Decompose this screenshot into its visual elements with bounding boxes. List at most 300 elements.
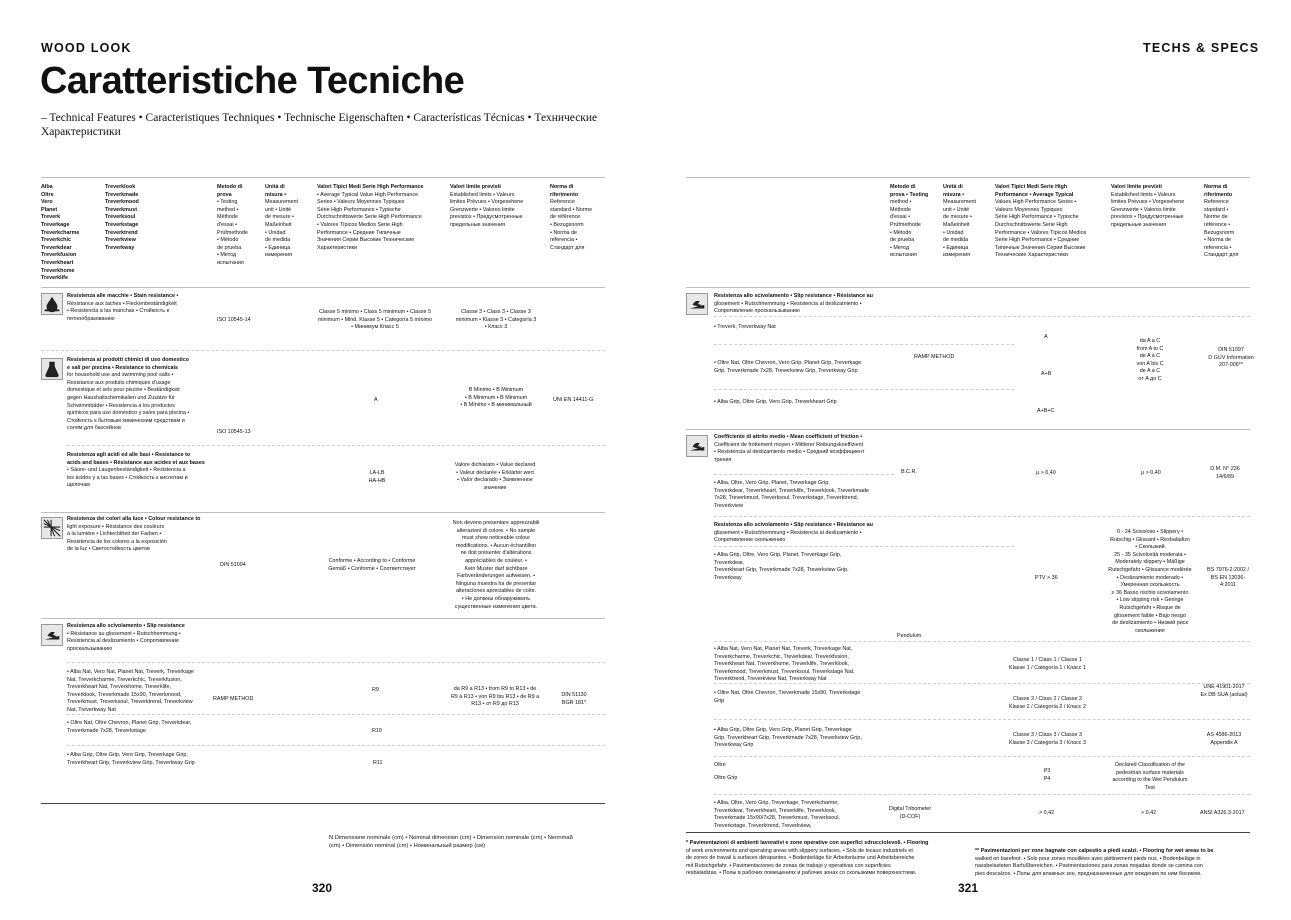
dcof-list: [714, 800, 840, 830]
row-line: according to the Wet Pendulum: [1112, 777, 1188, 784]
right-slip-title: [714, 293, 873, 316]
row-line: Treverklook, Treverkmade 15x90, Treverkmood,: [67, 691, 182, 698]
row-line: de A a C: [1139, 368, 1161, 375]
header-unit: [265, 184, 298, 260]
row-line: Coefficiente di attrito medio • Mean coefficient of friction •: [714, 434, 863, 440]
left-kicker: WOOD LOOK: [41, 41, 132, 55]
row-line: à la lumière • Lichtechtheit der Farben •: [67, 531, 162, 538]
row-line: von A bis C: [1136, 360, 1164, 367]
row-line: • B Minimum • B Minimum: [464, 394, 528, 401]
slip-value-r10: R10: [372, 728, 382, 734]
header-line: Reference: [550, 199, 575, 206]
row-line: Resistenza allo scivolamento • Slip resistance • Résistance au: [714, 522, 873, 528]
ptv-norm: [1198, 567, 1258, 590]
family-item: Planet: [41, 206, 58, 213]
header-line: Grenzwerte • Valores limite: [450, 206, 515, 213]
slip-method: RAMP METHOD: [213, 696, 254, 702]
row-line: 4:2011: [1219, 582, 1237, 589]
family-item: Treverkmust: [105, 206, 138, 213]
family-item: Treverkway: [105, 244, 135, 251]
header-typical: [317, 184, 424, 252]
page-title: Caratteristiche Tecniche: [40, 60, 465, 102]
header-line: Durchschnittswerte Serie High Performance: [317, 214, 422, 221]
header-line: Valori limite previsti: [450, 184, 501, 190]
header-line: Grenzwerte • Valores limite: [1111, 206, 1176, 213]
header-line: référence •: [1204, 221, 1231, 228]
row-line: D.M. N° 236: [1210, 466, 1240, 472]
header-line: prova • Testing: [890, 191, 929, 198]
header-line: Prüfmethode: [217, 229, 248, 236]
right-slip-value-a: A: [1044, 334, 1048, 340]
header-line: • Unidad: [265, 229, 286, 236]
page-number-left: 320: [312, 881, 333, 895]
header-line: misura •: [265, 191, 287, 198]
family-item: Treverktrend: [105, 229, 138, 236]
dcof-limits: > 0,42: [1141, 810, 1157, 816]
header-line: d'essai •: [890, 214, 910, 221]
right-slip-row-2: [714, 360, 861, 375]
row-line: de la luz • Светостойкость цветов: [67, 546, 150, 553]
chemical-icon: [41, 358, 63, 380]
wet-row-oltre: Oltre: [714, 762, 726, 768]
header-line: unit • Unité: [265, 206, 292, 213]
row-line: Treverkstage, Treverktrend, Treverkview,: [714, 822, 812, 829]
header-line: Serie High Performance • Средние: [995, 237, 1080, 244]
pendulum-row-3-norm: [1196, 732, 1252, 747]
row-line: glissement faible • Bajo riesgo: [1113, 612, 1186, 619]
family-item: Treverkmade: [105, 191, 139, 198]
row-line: Coefficient de frottement moyen • Mittlerer Reibungskoeffizient: [714, 441, 864, 448]
light-text: [67, 516, 200, 554]
row-line: Résistance aux taches • Fleckenbeständigkeit: [67, 300, 177, 307]
row-line: Treverktrend, Treverkview Nat, Treverkway Nat: [714, 676, 827, 683]
row-line: Moderately slippery • Mäßige: [1115, 559, 1185, 566]
row-line: • Oltre Nat, Oltre Chevron, Treverkmade 15x90, Treverkstage: [714, 690, 861, 696]
header-line: • Единица: [943, 244, 969, 251]
header-line: de mesure •: [943, 214, 972, 221]
footnote-line: ** Pavimentazioni per zone bagnate con calpestio a piedi scalzi. • Flooring for wet areas to be: [975, 848, 1214, 854]
family-item: Oltre: [41, 191, 54, 198]
header-line: Norme de: [1204, 214, 1228, 221]
chemical-norm: UNI EN 14411-G: [553, 397, 594, 403]
row-line: modifications. • Aucun échantillon: [455, 542, 537, 549]
row-line: Умеренная скользкость: [1120, 582, 1180, 589]
header-method: [217, 184, 248, 268]
row-line: Treverkdear, Treverkheart, Treverklife, Treverklook, Treverkmade: [714, 487, 869, 494]
family-item: Treverkage: [41, 221, 70, 228]
row-line: • Alba, Oltre, Vero Grip, Treverkage, Treverkcharme,: [714, 800, 839, 806]
row-line: Ninguna muestra ha de presentar: [455, 580, 537, 587]
right-slip-value-ab: A+B: [1041, 371, 1052, 377]
footnote-line: (cm) • Dimensión nominal (cm) • Номинальный размер (см): [329, 842, 486, 849]
family-item: Treverkheart: [41, 259, 74, 266]
row-line: Treverkmood, Treverkmust, Treverksoul, Treverkstage Nat,: [714, 668, 855, 675]
header-line: Характеристики: [317, 244, 357, 251]
right-kicker: TECHS & SPECS: [1143, 41, 1260, 55]
row-line: D GUV Information: [1208, 354, 1254, 361]
row-line: 7x28, Treverkmust, Treverksoul, Treverkstage, Treverktrend,: [714, 495, 859, 502]
wet-values: [1036, 768, 1058, 783]
row-line: • Deslizamiento moderado •: [1116, 574, 1184, 581]
header-line: de prueba: [217, 244, 242, 251]
header-line: method •: [217, 206, 239, 213]
header-line: Bezugsnorm: [1204, 229, 1235, 236]
row-line: minimum • Mind. Klasse 5 • Categoría 5 mínimo: [317, 316, 433, 323]
row-line: must show noticeable colour: [461, 535, 531, 542]
row-line: Treverkmust, Treverksoul, Treverktrend, Treverkview: [67, 699, 193, 706]
footnote-line: nassbelasteten Barfußbereichen. • Pavimentaciones para zonas mojadas donde se camina con: [975, 863, 1203, 870]
header-line: de medida: [943, 237, 969, 244]
row-line: Classe 5 minimo • Class 5 minimum • Classe 5: [319, 309, 431, 315]
row-line: Klasse 3 / Categoría 3 / Класс 3: [1008, 739, 1086, 746]
row-line: Grip, Treverkmade 7x28, Treverkview Grip, Treverkway Grip: [714, 367, 858, 374]
pendulum-row-3: [714, 727, 862, 750]
row-line: appréciables de couleur. •: [465, 557, 527, 564]
row-line: трения: [714, 456, 732, 463]
row-line: Resistenza allo scivolamento • Slip resistance • Résistance au: [714, 293, 873, 299]
header-line: Norma di: [550, 184, 574, 190]
row-line: Resistance aux produits chimiques d'usage: [67, 379, 171, 386]
header-limits: [450, 184, 523, 230]
row-line: • Oltre Nat, Oltre Chevron, Vero Grip, Planet Grip, Treverkage: [714, 360, 862, 366]
slip-list-c: [67, 752, 195, 767]
cof-title: [714, 434, 864, 464]
header-line: previstos • Предусмотренные: [1111, 214, 1184, 221]
row-line: Treverkheart Nat, Treverkhome, Treverklife,: [67, 684, 172, 691]
family-item: Treverksoul: [105, 214, 136, 221]
right-footnote-2: [975, 848, 1214, 878]
row-line: Nat, Treverkcharme, Treverkchic, Treverkfusion,: [67, 676, 182, 683]
family-item: Treverkhome: [41, 267, 75, 274]
header-line: Performance • Средние Типичные: [317, 229, 401, 236]
cof-method: B.C.R.: [901, 469, 917, 475]
row-line: Classe 1 / Class 1 / Classe 1: [1013, 657, 1082, 663]
families-list-2: [105, 184, 139, 252]
header-line: Measurement: [265, 199, 298, 206]
header-line: • Метод: [890, 244, 910, 251]
header-line: Measurement: [943, 199, 976, 206]
header-line: • Единица: [265, 244, 291, 251]
header-norm: [550, 184, 592, 252]
header-line: • Average Typical Value High Performance: [317, 191, 419, 198]
row-line: Kein Muster darf sichtbare: [464, 565, 528, 572]
row-line: Стойкость к бытовым химическим средствам и: [67, 417, 185, 424]
wet-row-oltre-grip: Oltre Grip: [714, 775, 738, 781]
dcof-method: [880, 806, 940, 821]
slip-limits: [440, 686, 550, 709]
row-line: Farbveränderungen aufweisen. •: [456, 573, 535, 580]
row-line: da R9 a R13 • from R9 to R13 • de: [453, 686, 537, 692]
row-line: Resistenza agli acidi ed alle basi • Resistance to: [67, 452, 191, 458]
header-line: Unità di: [943, 184, 963, 190]
header-line: limites Prévues • Vorgesehene: [1111, 199, 1185, 206]
row-line: 207-006**: [1219, 362, 1243, 369]
row-line: Conforme • According to • Conforme: [328, 558, 416, 564]
slip-list-a: [67, 669, 194, 715]
row-line: ≥ 36 Basso rischio scivolamento: [1111, 589, 1189, 596]
row-line: • Säure- und Laugenbeständigkeit • Resistencia a: [67, 467, 186, 474]
row-line: Treverkmade 15x90/7x28, Treverkmust, Treverksoul,: [714, 815, 840, 822]
row-line: alteraciones apreciables de color.: [455, 588, 536, 595]
left-footnote: [329, 835, 573, 850]
row-line: • Valor declarado • Заявленное: [457, 477, 533, 484]
row-line: • Alba, Oltre, Vero Grip, Planet, Treverkage Grip,: [714, 480, 830, 486]
family-item: Treverkstage: [105, 221, 139, 228]
row-line: Resistenza allo scivolamento • Slip resistance: [67, 623, 185, 629]
row-line: Non devono presentare apprezzabili: [452, 520, 540, 526]
footnote-line: mit Rutschgefahr. • Pavimentaciones de zonas de trabajo y operativas con superficies: [686, 862, 891, 869]
row-line: minimum • Klasse 3 • Categoría 3: [455, 316, 537, 323]
row-line: • Valeur déclarée • Erklärter wert: [456, 469, 534, 476]
row-line: Grip: [714, 697, 725, 704]
header-line: Reference: [1204, 199, 1229, 206]
family-item: Treverkmood: [105, 199, 139, 206]
cof-typical: μ > 0,40: [1036, 470, 1056, 476]
row-line: Klasse 2 / Categoría 2 / Класс 2: [1008, 703, 1086, 710]
row-line: P3: [1043, 768, 1051, 774]
header-line: limites Prévues • Vorgesehene: [450, 199, 524, 206]
ptv-limits: [1100, 529, 1200, 635]
row-line: Treverkheart Grip, Treverkmade 7x28, Treverkview Grip,: [714, 567, 849, 574]
chemical-text: [67, 357, 189, 433]
row-line: Treverkdear,: [714, 559, 745, 566]
header-line: Performance • Valores Típicos Medios: [995, 229, 1087, 236]
header-line: Maßeinheit: [265, 221, 292, 228]
ptv-list: [714, 552, 849, 582]
row-line: Classe 3 / Class 3 / Classe 3: [1013, 732, 1082, 738]
family-item: Treverk: [41, 214, 61, 221]
slip-icon: [41, 624, 63, 646]
wet-limits: [1100, 762, 1200, 792]
row-line: ne doit présenter d'altérations: [460, 550, 532, 557]
row-line: Classe 2 / Class 2 / Classe 2: [1013, 696, 1082, 702]
row-line: скольжения: [1135, 627, 1165, 634]
row-line: Treverkheart Grip, Treverkview Grip, Treverkway Grip: [67, 759, 195, 766]
header-line: Valori limite previsti: [1111, 184, 1162, 190]
row-line: R9 à R13 • von R9 bis R13 • de R9 a: [450, 693, 540, 700]
family-item: Treverkcharme: [41, 229, 80, 236]
header-line: • Testing: [217, 199, 238, 206]
right-slip-row-1: • Treverk, Treverkway Nat: [714, 324, 776, 330]
header-line: Durchschnittswerte Serie High: [995, 221, 1068, 228]
row-line: Rutschgefahr • Glissance modérée: [1108, 566, 1192, 573]
slip-value-r9: R9: [372, 687, 379, 693]
header-line: Series • Valeurs Moyennes Typiques: [317, 199, 405, 206]
slip-list-b: [67, 720, 191, 735]
header-line: Типичные Значения Серии Высокие: [995, 244, 1086, 251]
row-line: Classe 3 • Class 3 • Classe 3: [461, 309, 531, 315]
row-line: Resistenza ai prodotti chimici di uso domestico: [67, 357, 189, 363]
row-line: Test: [1145, 784, 1155, 791]
row-line: glissement • Rutschhemmung • Resistencia al deslizamiento •: [714, 529, 862, 536]
row-line: B Minimo • B Minimum: [468, 387, 524, 393]
right-header-method: [890, 184, 928, 260]
friction-icon: [686, 435, 708, 457]
family-item: Treverkdear: [41, 244, 72, 251]
row-line: • Минимум Класс 5: [351, 324, 399, 331]
header-line: Стандарт для: [550, 244, 585, 251]
row-line: alterazioni di colore. • No sample: [456, 527, 536, 534]
header-line: standard • Norme: [550, 206, 593, 213]
row-line: glissement • Rutschhemmung • Resistencia al deslizamiento •: [714, 300, 862, 307]
header-line: Valori Tipici Medi Serie High Performance: [317, 184, 424, 190]
row-line: от A до C: [1138, 375, 1162, 382]
row-line: Rutschig • Glissant • Resbaladizo: [1110, 536, 1190, 543]
row-line: Ex DB SUA (actual): [1200, 691, 1248, 698]
row-line: Rutschgefahr • Risque de: [1119, 604, 1181, 611]
row-line: • Low slipping risk • Geringe: [1116, 597, 1184, 604]
pendulum-row-1: [714, 646, 855, 684]
family-item: Treverklife: [41, 275, 68, 282]
row-line: de deslizamiento • Низкий риск: [1112, 620, 1188, 627]
right-header-limits: [1111, 184, 1184, 230]
row-line: Valore dichiarato • Value declared: [454, 462, 536, 468]
light-method: DIN 51094: [220, 562, 246, 568]
row-line: Treverkdear, Treverkheart, Treverklife, Treverklook,: [714, 807, 837, 814]
row-line: Resistenza alle macchie • Stain resistance •: [67, 293, 179, 299]
header-line: Norma di: [1204, 184, 1228, 190]
dcof-norm: ANSI A326.3-2017: [1200, 810, 1245, 816]
header-line: Valeurs Moyennes Typiques: [995, 206, 1063, 213]
footnote-line: * Pavimentazioni di ambienti lavorativi e zone operative con superfici sdrucciolevoli. • Flooring: [686, 840, 929, 846]
row-line: солям для бассейнов: [67, 425, 121, 432]
row-line: Treverkview: [714, 502, 743, 509]
row-line: щелочам: [67, 482, 90, 489]
row-line: BGR 181*: [561, 699, 587, 706]
row-line: • Résistance au glissement • Rutschhemmung •: [67, 630, 181, 637]
row-line: químicos para uso doméstico y sales para piscina •: [67, 410, 190, 417]
chemical-typical: A: [374, 397, 378, 403]
header-line: Performance • Average Typical: [995, 191, 1074, 198]
header-line: Стандарт для: [1204, 252, 1239, 259]
row-line: • Alba Grip, Oltre Grip, Vero Grip, Planet Grip, Treverkage: [714, 727, 852, 733]
header-line: Values High Performance Series •: [995, 199, 1077, 206]
row-line: Declared Classification of the: [1115, 762, 1185, 768]
header-line: Unità di: [265, 184, 285, 190]
row-line: Сопротивление проскальзыванию: [714, 308, 800, 315]
row-line: • Resistencia a las manchas • Стойкость к: [67, 308, 169, 315]
footnote-line: pies descalzos. • Полы для влажных зон, предназначенные для хождения по ним босиком.: [975, 870, 1202, 877]
row-line: значение: [483, 484, 507, 491]
header-line: referencia •: [1204, 244, 1232, 251]
family-item: Treverkview: [105, 237, 136, 244]
row-line: domestique et sels pour piscine • Beständigkeit: [67, 387, 180, 394]
header-line: Valori Tipici Medi Serie High: [995, 184, 1068, 190]
header-line: • Norma de: [550, 229, 578, 236]
header-line: Série High Performance • Typische: [995, 214, 1079, 221]
light-typical: [312, 558, 432, 573]
row-line: Treverkway: [714, 574, 742, 581]
header-line: измерения: [265, 252, 293, 259]
right-slip-method: RAMP METHOD: [914, 354, 955, 360]
row-line: • Скользкий: [1135, 544, 1165, 551]
row-line: • Alba Grip, Oltre, Vero Grip, Planet, Treverkage Grip,: [714, 552, 842, 558]
header-line: riferimento: [1204, 191, 1233, 198]
subtitle-line: – Technical Features • Caracteristiques Techniques • Technische Eigenschaften • Características Técnicas • Технические: [41, 112, 598, 124]
pendulum-row-2-value: [1000, 696, 1095, 711]
row-line: HA-HB: [368, 477, 386, 484]
header-line: Технические Характеристики: [995, 252, 1068, 259]
row-line: R13 • от R9 до R13: [471, 701, 519, 708]
header-line: измерения: [943, 252, 971, 259]
header-line: предельные значения: [450, 221, 506, 228]
right-footnote-1: [686, 840, 928, 878]
stain-limits: [446, 309, 546, 332]
slip-text: [67, 623, 185, 653]
row-line: P4: [1043, 775, 1051, 782]
row-line: • Resistencia al deslizamiento medio • Средний коэффициент: [714, 449, 865, 456]
row-line: Treverkmade 7x28, Treverkstage: [67, 727, 146, 734]
barefoot-slip-icon: [686, 293, 708, 315]
family-item: Treverkfusion: [41, 252, 77, 259]
chemical-method: ISO 10545-13: [217, 429, 251, 435]
ptv-typical: PTV > 36: [1035, 575, 1058, 581]
row-line: AS 4586-2013: [1206, 732, 1242, 738]
row-line: BS 7976-2:2002 /: [1207, 567, 1249, 573]
acid-typical: [355, 470, 399, 485]
row-line: pedestrian surface materials: [1116, 769, 1184, 776]
row-line: 0 - 24 Scivoloso • Slippery •: [1116, 529, 1184, 535]
header-line: Metodo di: [217, 184, 243, 190]
header-line: Série High Performance • Typische: [317, 206, 401, 213]
header-line: Established limits • Valeurs: [450, 191, 515, 198]
row-line: gegen Haushaltschemikalien und Zusätze für: [67, 394, 175, 401]
header-line: de mesure •: [265, 214, 294, 221]
dcof-typical: > 0,42: [1039, 810, 1055, 816]
chemical-limits: [446, 387, 546, 410]
row-line: LA-LB: [369, 470, 385, 476]
header-line: standard •: [1204, 206, 1229, 213]
row-line: 14/6/89: [1216, 473, 1234, 480]
right-header-unit: [943, 184, 976, 260]
header-line: • Unidad: [943, 229, 964, 236]
row-line: Treverkway Grip: [714, 742, 754, 749]
header-line: испытания: [217, 259, 244, 266]
row-line: Grip, Treverkheart Grip, Treverkmade 7x28, Treverkview Grip,: [714, 734, 862, 741]
row-line: Klasse 1 / Categoría 1 / Класс 1: [1008, 664, 1086, 671]
row-line: • Oltre Nat, Oltre Chevron, Planet Grip, Treverkdear,: [67, 720, 192, 726]
acid-limits: [440, 462, 550, 492]
row-line: UNE 41901:2017: [1203, 684, 1245, 690]
header-line: Maßeinheit: [943, 221, 970, 228]
light-icon: [41, 517, 63, 539]
header-line: • Método: [890, 229, 912, 236]
row-line: (D-COF): [899, 813, 921, 820]
right-slip-limits: [1115, 338, 1185, 384]
row-line: from A to C: [1136, 345, 1164, 352]
stain-text: [67, 293, 178, 323]
row-line: Nat, Treverkway Nat: [67, 706, 116, 713]
header-line: • Valores Típicos Medios Serie High: [317, 221, 403, 228]
header-line: misura •: [943, 191, 965, 198]
row-line: Treverkheart Nat, Treverkhome, Treverklife, Treverklook,: [714, 661, 849, 668]
header-line: de référence: [550, 214, 581, 221]
header-line: de medida: [265, 237, 291, 244]
row-line: e sali per piscina • Resistance to chemicals: [67, 364, 178, 371]
footnote-line: N Dimensione nominale (cm) • Nominal dimension (cm) • Dimension nominale (cm) • Nennmaß: [329, 835, 574, 841]
stain-method: ISO 10545-14: [217, 317, 251, 323]
ptv-title: [714, 522, 873, 545]
row-line: пятнообразованию: [67, 315, 115, 322]
right-slip-value-abc: A+B+C: [1037, 408, 1055, 414]
row-line: acids and bases • Résistance aux acides et aux bases: [67, 459, 205, 466]
row-line: • Не должны обнаруживать: [461, 595, 531, 602]
pendulum-row-1-value: [1000, 657, 1095, 672]
row-line: los ácidos y a las bases • Стойкость к кислотам и: [67, 474, 188, 481]
header-line: previstos • Предусмотренные: [450, 214, 523, 221]
stain-icon: [41, 293, 63, 315]
stain-typical: [300, 309, 450, 332]
